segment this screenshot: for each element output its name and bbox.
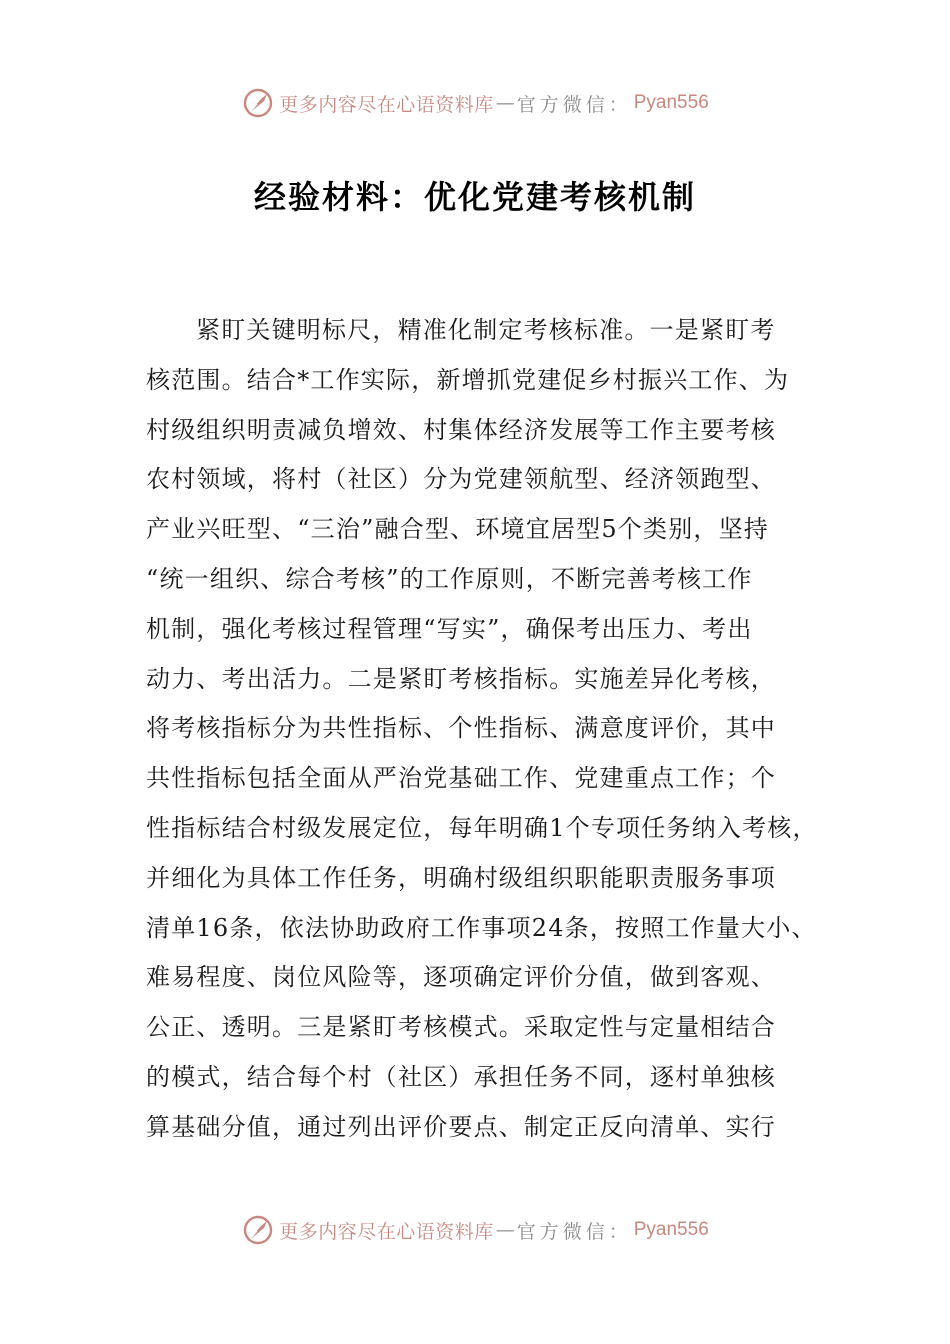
body-line: 机制，强化考核过程管理“写实”，确保考出压力、考出 bbox=[146, 614, 753, 643]
body-line: 算基础分值，通过列出评价要点、制定正反向清单、实行 bbox=[146, 1112, 776, 1141]
body-line: 农村领域，将村（社区）分为党建领航型、经济领跑型、 bbox=[146, 465, 776, 494]
banner-wechat-label: 官方微信： bbox=[516, 1220, 632, 1243]
banner-dash: — bbox=[495, 1219, 515, 1241]
body-line: 将考核指标分为共性指标、个性指标、满意度评价，其中 bbox=[146, 714, 776, 743]
document-title: 经验材料：优化党建考核机制 bbox=[253, 178, 696, 216]
body-line: 的模式，结合每个村（社区）承担任务不同，逐村单独核 bbox=[146, 1062, 776, 1091]
body-line: 清单16条，依法协助政府工作事项24条，按照工作量大小、 bbox=[146, 913, 817, 942]
banner-dash: — bbox=[495, 92, 515, 114]
banner-wechat-id: Pyan556 bbox=[633, 1219, 709, 1240]
banner-brand-text: 更多内容尽在心语资料库 bbox=[279, 93, 494, 116]
banner-wechat-label: 官方微信： bbox=[516, 93, 632, 116]
body-line: 并细化为具体工作任务，明确村级组织职能职责服务事项 bbox=[146, 863, 776, 892]
header-watermark-banner bbox=[0, 83, 950, 123]
banner-brand-text: 更多内容尽在心语资料库 bbox=[279, 1220, 494, 1243]
body-line: 紧盯关键明标尺，精准化制定考核标准。一是紧盯考 bbox=[196, 316, 776, 344]
body-line: “统一组织、综合考核”的工作原则，不断完善考核工作 bbox=[146, 564, 753, 593]
banner-wechat-id: Pyan556 bbox=[633, 92, 709, 113]
body-line: 核范围。结合*工作实际，新增抓党建促乡村振兴工作、为 bbox=[146, 365, 790, 394]
document-body bbox=[146, 306, 826, 1153]
body-line: 产业兴旺型、“三治”融合型、环境宜居型5个类别，坚持 bbox=[146, 515, 770, 544]
body-line: 共性指标包括全面从严治党基础工作、党建重点工作；个 bbox=[146, 764, 776, 793]
body-line: 性指标结合村级发展定位，每年明确1个专项任务纳入考核， bbox=[146, 813, 818, 842]
quill-logo-icon bbox=[241, 86, 275, 120]
quill-logo-icon bbox=[241, 1213, 275, 1247]
body-line: 难易程度、岗位风险等，逐项确定评价分值，做到客观、 bbox=[146, 963, 776, 992]
body-line: 动力、考出活力。二是紧盯考核指标。实施差异化考核， bbox=[146, 664, 776, 693]
body-line: 公正、透明。三是紧盯考核模式。采取定性与定量相结合 bbox=[146, 1013, 776, 1042]
body-line: 村级组织明责减负增效、村集体经济发展等工作主要考核 bbox=[146, 415, 776, 444]
footer-watermark-banner bbox=[0, 1210, 950, 1250]
